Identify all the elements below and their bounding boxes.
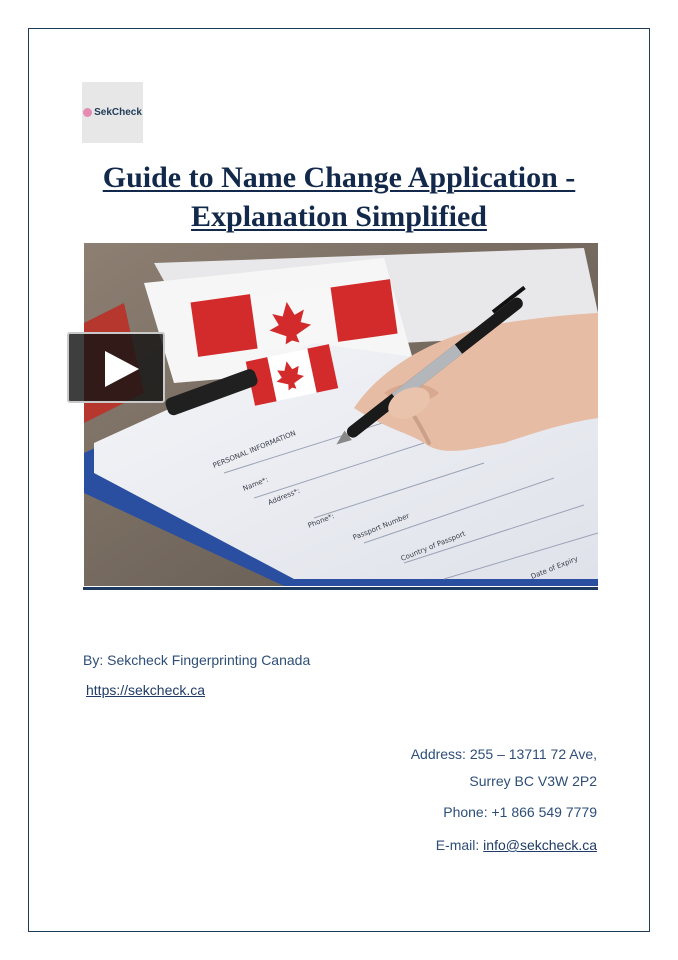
email-line xyxy=(436,837,597,853)
address-line-1: Address: 255 – 13711 72 Ave, xyxy=(410,746,597,762)
author-line: By: Sekcheck Fingerprinting Canada xyxy=(83,652,311,668)
play-icon[interactable] xyxy=(67,332,165,403)
logo-text: SekCheck xyxy=(94,107,142,118)
title-line-1: Guide to Name Change Application - xyxy=(102,161,576,194)
hero-image xyxy=(84,243,598,586)
svg-text:Date of Expiry: Date of Expiry xyxy=(529,554,580,581)
svg-text:Country of Passport: Country of Passport xyxy=(399,529,467,563)
svg-text:Name*:: Name*: xyxy=(241,475,270,493)
sekcheck-logo xyxy=(82,82,143,143)
hero-photo xyxy=(84,243,598,586)
svg-text:PERSONAL INFORMATION: PERSONAL INFORMATION xyxy=(211,429,297,470)
email-link[interactable]: info@sekcheck.ca xyxy=(483,837,597,853)
svg-text:Phone*:: Phone*: xyxy=(306,512,336,530)
hero-underline xyxy=(83,587,598,590)
website-link[interactable]: https://sekcheck.ca xyxy=(86,682,206,698)
email-label: E-mail: xyxy=(435,837,484,853)
title-line-2: Explanation Simplified xyxy=(191,200,487,233)
document-title xyxy=(60,158,618,236)
logo-mark-icon xyxy=(83,108,92,117)
phone-line: Phone: +1 866 549 7779 xyxy=(443,804,597,820)
svg-text:Passport Number: Passport Number xyxy=(351,511,411,542)
address-line-2: Surrey BC V3W 2P2 xyxy=(469,773,597,789)
svg-text:Address*:: Address*: xyxy=(266,486,302,507)
